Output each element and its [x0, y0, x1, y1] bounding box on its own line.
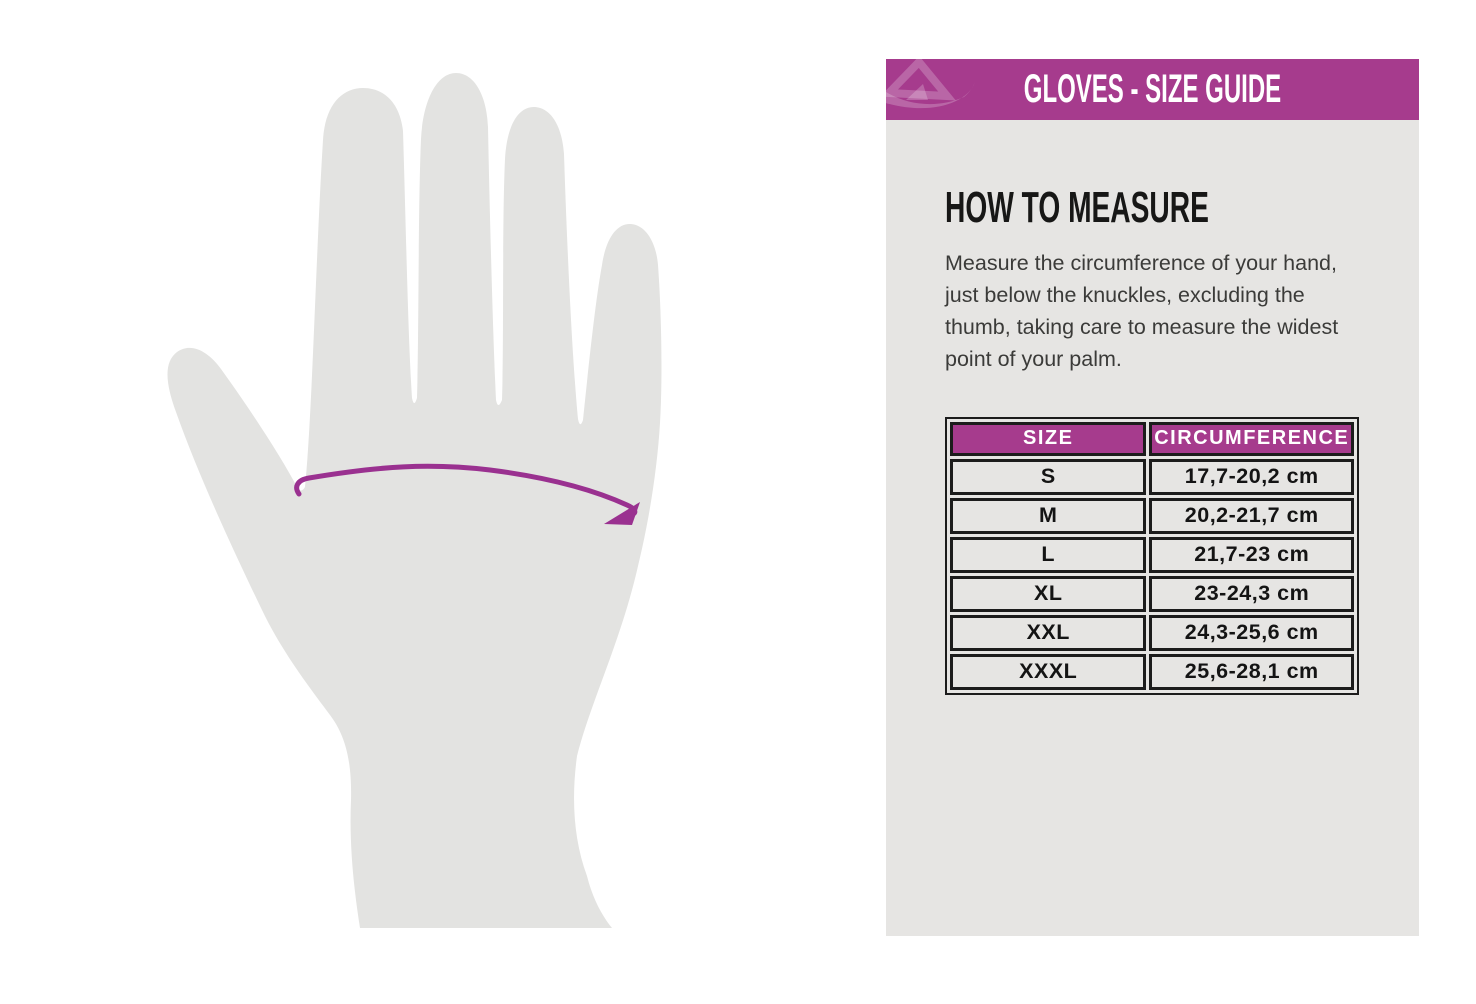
how-to-measure-heading: HOW TO MEASURE: [945, 183, 1209, 232]
panel-body: [886, 120, 1419, 695]
size-cell: XL: [950, 576, 1146, 612]
circumference-cell: 20,2-21,7 cm: [1149, 498, 1354, 534]
hand-silhouette: [168, 73, 662, 928]
circumference-cell: 25,6-28,1 cm: [1149, 654, 1354, 690]
table-row: [950, 576, 1354, 612]
table-row: [950, 537, 1354, 573]
circumference-column-header: CIRCUMFERENCE: [1149, 422, 1354, 456]
table-row: [950, 654, 1354, 690]
circumference-cell: 17,7-20,2 cm: [1149, 459, 1354, 495]
panel-header: [886, 59, 1419, 120]
size-cell: L: [950, 537, 1146, 573]
size-cell: XXXL: [950, 654, 1146, 690]
size-cell: XXL: [950, 615, 1146, 651]
size-cell: S: [950, 459, 1146, 495]
size-table-body: [950, 459, 1354, 690]
table-row: [950, 615, 1354, 651]
circumference-cell: 23-24,3 cm: [1149, 576, 1354, 612]
size-table-header-row: [950, 422, 1354, 456]
table-row: [950, 459, 1354, 495]
size-table-head: [950, 422, 1354, 456]
size-guide-panel: [886, 59, 1419, 936]
panel-title: GLOVES - SIZE GUIDE: [1023, 67, 1282, 111]
table-row: [950, 498, 1354, 534]
size-table: [945, 417, 1359, 695]
size-cell: M: [950, 498, 1146, 534]
circumference-cell: 24,3-25,6 cm: [1149, 615, 1354, 651]
measure-instructions-text: Measure the circumference of your hand, just below the knuckles, excluding the thumb, taking care to measure the widest point of your palm.: [945, 251, 1339, 371]
circumference-cell: 21,7-23 cm: [1149, 537, 1354, 573]
size-column-header: SIZE: [950, 422, 1146, 456]
